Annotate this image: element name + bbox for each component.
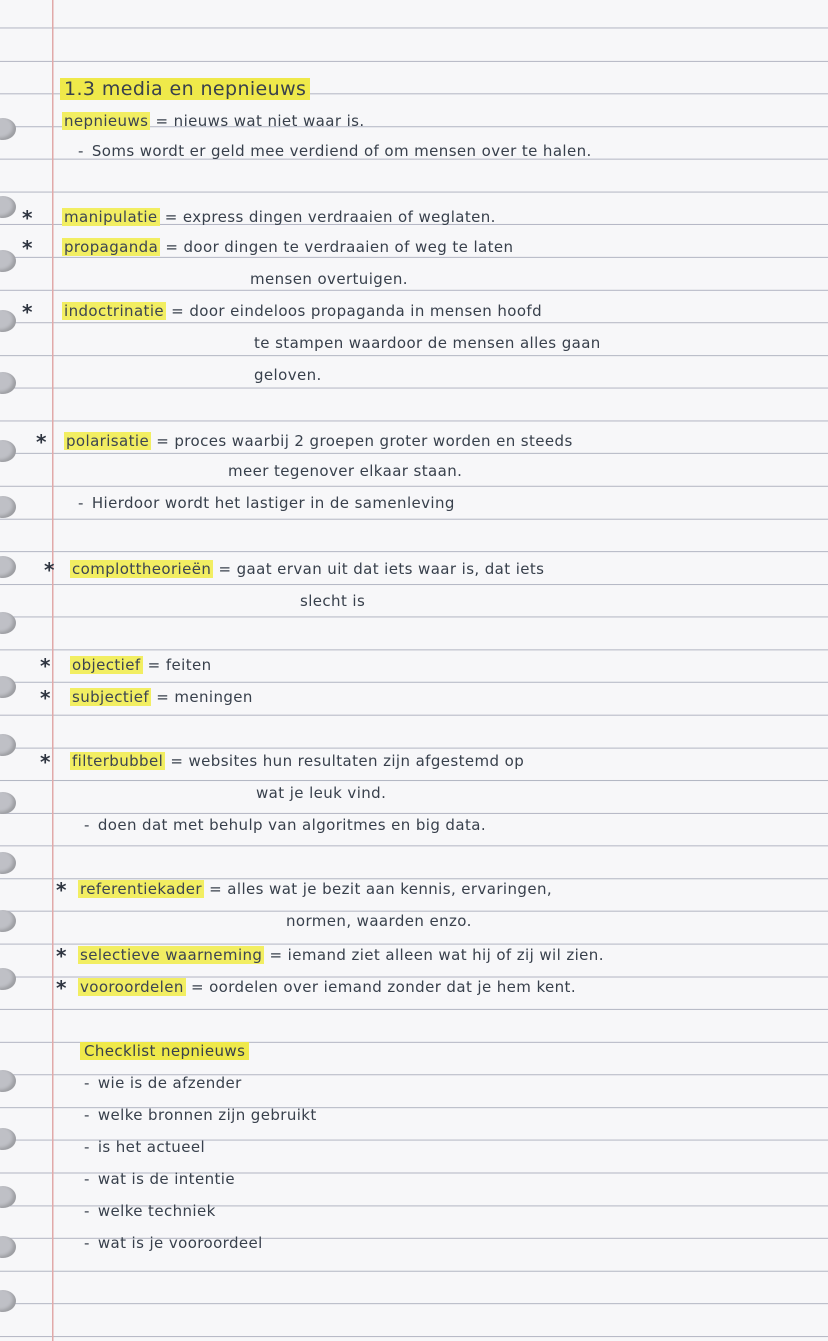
equals-sign: = <box>185 978 210 996</box>
checklist-item-text: is het actueel <box>97 1138 206 1156</box>
definition-line: meer tegenover elkaar staan. <box>228 462 463 480</box>
binder-hole <box>0 1186 16 1208</box>
definition: gaat ervan uit dat iets waar is, dat iets <box>236 560 545 578</box>
term: propaganda <box>64 238 159 256</box>
checklist-item-text: wie is de afzender <box>97 1074 242 1092</box>
checklist-item <box>84 1170 235 1188</box>
dash-marker: - <box>84 816 90 834</box>
dash-marker: - <box>78 494 84 512</box>
definition: websites hun resultaten zijn afgestemd op <box>188 752 525 770</box>
checklist-title-text: Checklist nepnieuws <box>80 1042 249 1060</box>
definition-selectieve-waarneming <box>78 946 604 964</box>
star-marker: * <box>56 976 67 1000</box>
equals-sign: = <box>165 752 189 770</box>
definition: oordelen over iemand zonder dat je hem kent. <box>209 978 577 996</box>
term: complottheorieën <box>72 560 212 578</box>
definition-line: slecht is <box>300 592 366 610</box>
star-marker: * <box>44 558 55 582</box>
binder-hole <box>0 852 16 874</box>
term: nepnieuws <box>64 112 149 130</box>
checklist-item-text: wat is je vooroordeel <box>97 1234 263 1252</box>
binder-hole <box>0 676 16 698</box>
binder-hole <box>0 372 16 394</box>
definition: door eindeloos propaganda in mensen hoofd <box>189 302 543 320</box>
binder-hole <box>0 910 16 932</box>
dash-marker: - <box>84 1202 90 1220</box>
dash-marker: - <box>84 1106 90 1124</box>
binder-hole <box>0 1128 16 1150</box>
checklist-item <box>84 1138 205 1156</box>
star-marker: * <box>40 686 51 710</box>
binder-hole <box>0 118 16 140</box>
checklist-title <box>80 1042 249 1060</box>
binder-hole <box>0 556 16 578</box>
binder-hole <box>0 196 16 218</box>
definition-continued <box>250 270 408 288</box>
definition-line: te stampen waardoor de mensen alles gaan <box>254 334 601 352</box>
definition-vooroordelen <box>78 978 576 996</box>
definition-continued <box>254 366 322 384</box>
definition: express dingen verdraaien of weglaten. <box>182 208 496 226</box>
checklist-item <box>84 1074 242 1092</box>
term: polarisatie <box>66 432 150 450</box>
term: objectief <box>72 656 141 674</box>
binder-hole <box>0 310 16 332</box>
definition-nepnieuws <box>62 112 365 130</box>
definition-referentiekader <box>78 880 552 898</box>
definition-manipulatie <box>62 208 496 226</box>
definition-note <box>78 494 455 512</box>
definition: proces waarbij 2 groepen groter worden en steeds <box>174 432 573 450</box>
binder-hole <box>0 496 16 518</box>
term: referentiekader <box>80 880 202 898</box>
note-text: Hierdoor wordt het lastiger in de samenleving <box>91 494 455 512</box>
star-marker: * <box>22 206 33 230</box>
checklist-item <box>84 1234 263 1252</box>
term: filterbubbel <box>72 752 164 770</box>
definition-continued <box>254 334 601 352</box>
binder-holes <box>0 0 40 1341</box>
checklist-item-text: welke bronnen zijn gebruikt <box>97 1106 317 1124</box>
star-marker: * <box>22 300 33 324</box>
note-text: Soms wordt er geld mee verdiend of om mensen over te halen. <box>91 142 592 160</box>
star-marker: * <box>36 430 47 454</box>
definition-note <box>84 816 486 834</box>
equals-sign: = <box>213 560 237 578</box>
equals-sign: = <box>166 302 190 320</box>
definition-filterbubbel <box>70 752 524 770</box>
equals-sign: = <box>150 112 174 130</box>
checklist-item <box>84 1106 317 1124</box>
dash-marker: - <box>84 1170 90 1188</box>
binder-hole <box>0 968 16 990</box>
definition: meningen <box>174 688 253 706</box>
binder-hole <box>0 1236 16 1258</box>
dash-marker: - <box>84 1234 90 1252</box>
binder-hole <box>0 734 16 756</box>
checklist-item <box>84 1202 216 1220</box>
definition-line: geloven. <box>254 366 322 384</box>
equals-sign: = <box>159 208 183 226</box>
term: indoctrinatie <box>64 302 165 320</box>
dash-marker: - <box>84 1074 90 1092</box>
term: subjectief <box>72 688 150 706</box>
definition-propaganda <box>62 238 513 256</box>
checklist-item-text: wat is de intentie <box>97 1170 235 1188</box>
definition-objectief <box>70 656 212 674</box>
definition-polarisatie <box>64 432 573 450</box>
equals-sign: = <box>160 238 184 256</box>
star-marker: * <box>56 878 67 902</box>
checklist-item-text: welke techniek <box>97 1202 216 1220</box>
dash-marker: - <box>84 1138 90 1156</box>
binder-hole <box>0 792 16 814</box>
equals-sign: = <box>151 688 175 706</box>
definition: iemand ziet alleen wat hij of zij wil zien. <box>287 946 604 964</box>
binder-hole <box>0 1070 16 1092</box>
star-marker: * <box>56 944 67 968</box>
definition-line: mensen overtuigen. <box>250 270 408 288</box>
definition-note <box>78 142 592 160</box>
star-marker: * <box>22 236 33 260</box>
definition-line: wat je leuk vind. <box>256 784 387 802</box>
equals-sign: = <box>264 946 288 964</box>
definition-continued <box>256 784 386 802</box>
star-marker: * <box>40 750 51 774</box>
equals-sign: = <box>151 432 175 450</box>
term: selectieve waarneming <box>80 946 263 964</box>
star-marker: * <box>40 654 51 678</box>
equals-sign: = <box>203 880 228 898</box>
definition: door dingen te verdraaien of weg te laten <box>183 238 514 256</box>
definition: alles wat je bezit aan kennis, ervaringen, <box>227 880 553 898</box>
page-title-text: 1.3 media en nepnieuws <box>60 78 310 100</box>
definition: feiten <box>165 656 212 674</box>
equals-sign: = <box>142 656 166 674</box>
definition-line: normen, waarden enzo. <box>286 912 472 930</box>
binder-hole <box>0 250 16 272</box>
dash-marker: - <box>78 142 84 160</box>
definition-continued <box>286 912 472 930</box>
definition-complottheorieen <box>70 560 544 578</box>
note-text: doen dat met behulp van algoritmes en big data. <box>97 816 486 834</box>
term: vooroordelen <box>80 978 184 996</box>
definition-continued <box>228 462 462 480</box>
definition-continued <box>300 592 365 610</box>
page-title <box>60 78 310 100</box>
term: manipulatie <box>64 208 158 226</box>
binder-hole <box>0 1290 16 1312</box>
definition-subjectief <box>70 688 253 706</box>
definition: nieuws wat niet waar is. <box>173 112 365 130</box>
definition-indoctrinatie <box>62 302 542 320</box>
binder-hole <box>0 440 16 462</box>
binder-hole <box>0 612 16 634</box>
